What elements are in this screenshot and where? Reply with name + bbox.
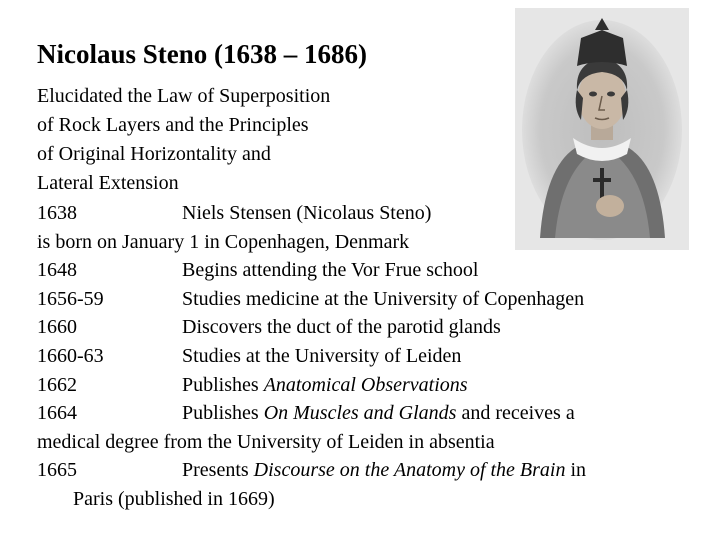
timeline-year: 1665 (37, 459, 77, 482)
timeline-row (37, 285, 687, 314)
timeline-year: 1664 (37, 402, 77, 425)
timeline-year: 1656-59 (37, 287, 104, 310)
timeline (37, 199, 687, 514)
timeline-year: 1660-63 (37, 344, 104, 367)
timeline-row (37, 342, 687, 371)
timeline-year: 1662 (37, 373, 77, 396)
timeline-row (37, 256, 687, 285)
timeline-continuation: is born on January 1 in Copenhagen, Denmark (37, 230, 410, 253)
intro-line: Lateral Extension (37, 172, 179, 194)
intro-line: of Original Horizontality and (37, 143, 271, 165)
intro-line: Elucidated the Law of Superposition (37, 85, 331, 107)
timeline-year: 1648 (37, 259, 77, 282)
slide-title: Nicolaus Steno (1638 – 1686) (37, 39, 367, 69)
timeline-continuation: medical degree from the University of Leiden in absentia (37, 430, 495, 453)
timeline-row (37, 313, 687, 342)
timeline-text-post: in (565, 459, 587, 482)
publication-title: Discourse on the Anatomy of the Brain (253, 459, 566, 482)
timeline-text: Niels Stensen (Nicolaus Steno) (182, 202, 432, 224)
timeline-row (37, 371, 687, 400)
timeline-row (37, 199, 687, 228)
timeline-year: 1638 (37, 202, 77, 224)
timeline-text-pre: Publishes (182, 373, 264, 396)
publication-title: Anatomical Observations (263, 373, 468, 396)
timeline-year: 1660 (37, 316, 77, 339)
timeline-text: Studies at the University of Leiden (182, 344, 462, 367)
timeline-text-pre: Presents (182, 459, 254, 482)
intro-text (37, 82, 507, 198)
intro-line: of Rock Layers and the Principles (37, 114, 309, 136)
timeline-text-post: and receives a (456, 402, 575, 425)
timeline-text-pre: Publishes (182, 402, 264, 425)
timeline-text: Discovers the duct of the parotid glands (182, 316, 501, 339)
timeline-row (37, 456, 687, 485)
timeline-continuation: Paris (published in 1669) (73, 487, 275, 510)
publication-title: On Muscles and Glands (263, 402, 457, 425)
timeline-text: Begins attending the Vor Frue school (182, 259, 479, 282)
timeline-text: Studies medicine at the University of Copenhagen (182, 287, 585, 310)
timeline-row (37, 399, 687, 428)
